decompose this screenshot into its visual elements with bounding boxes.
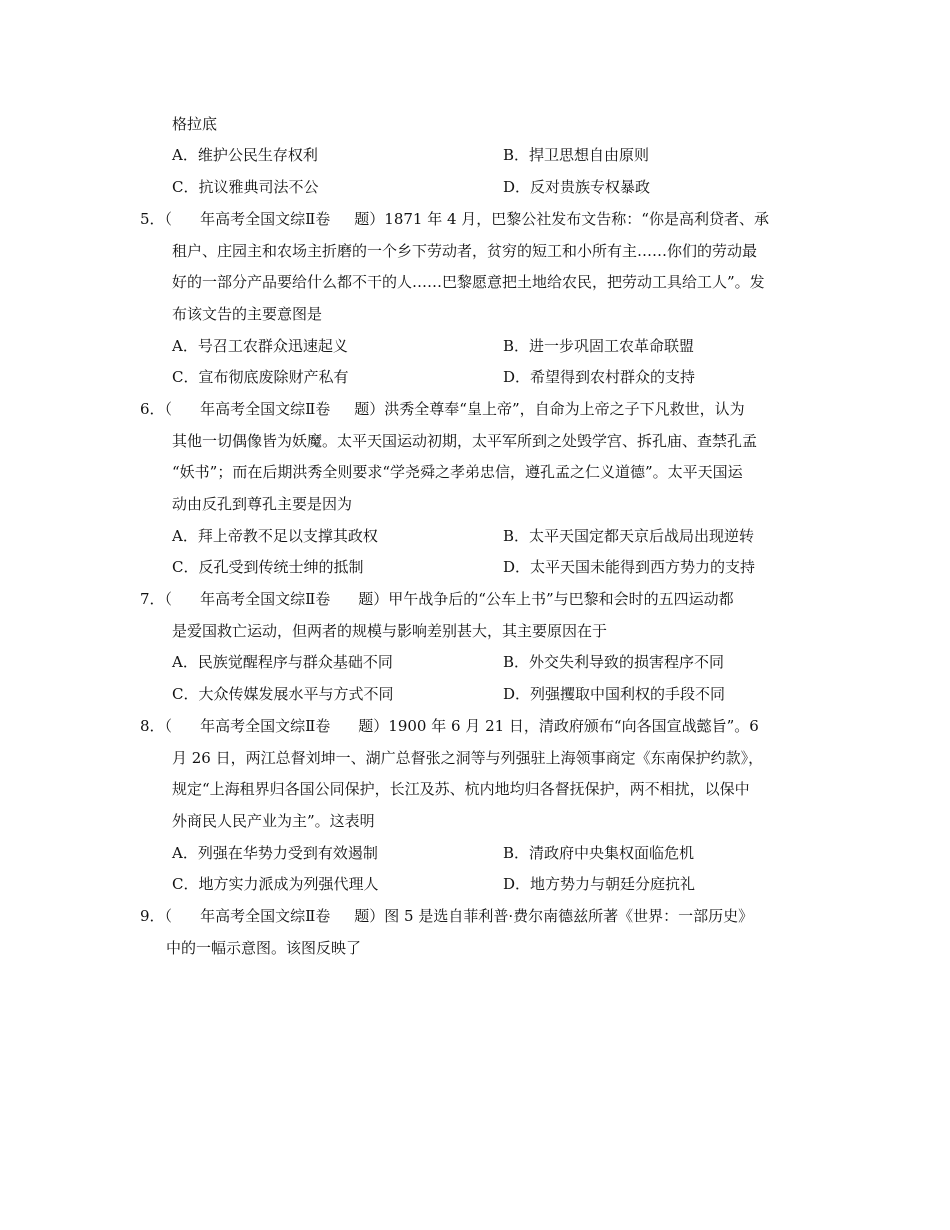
source-open: （ [164,717,173,735]
question-text-line: 规定“上海租界归各国公同保护，长江及苏、杭内地均归各督抚保护，两不相扰，以保中 [172,780,750,798]
question-text-line: 是爱国救亡运动，但两者的规模与影响差别甚大，其主要原因在于 [172,622,608,640]
question-text-line: “妖书”；而在后期洪秀全则要求“学尧舜之孝弟忠信，遵孔孟之仁义道德”。太平天国运 [172,463,743,481]
question-number: 6． [140,400,165,418]
question-9 [140,906,753,926]
source-open: （ [164,590,173,608]
question-number: 7． [140,590,165,608]
q6-option-a: A．拜上帝教不足以支撑其政权 [172,527,378,545]
q5-option-a: A．号召工农群众迅速起义 [172,337,348,355]
source-open: （ [164,400,173,418]
question-number: 5． [140,210,165,228]
source-close: 题） [358,717,389,735]
prev-option-d: D．反对贵族专权暴政 [503,178,651,196]
question-text-line: 1871 年 4 月，巴黎公社发布文告称：“你是高利贷者、承 [384,210,769,228]
question-text-line: 1900 年 6 月 21 日，清政府颁布“向各国宣战懿旨”。6 [388,717,759,735]
q7-option-d: D．列强攫取中国利权的手段不同 [503,685,726,703]
q6-option-c: C．反孔受到传统士绅的抵制 [172,558,364,576]
q5-option-c: C．宣布彻底废除财产私有 [172,368,349,386]
question-text-line: 布该文告的主要意图是 [172,305,323,323]
q8-option-d: D．地方势力与朝廷分庭抗礼 [503,875,696,893]
source-open: （ [164,907,173,925]
question-text-line: 图 5 是选自菲利普·费尔南德兹所著《世界：一部历史》 [384,907,754,925]
question-source: 年高考全国文综Ⅱ卷 [200,210,331,228]
question-text-line: 其他一切偶像皆为妖魔。太平天国运动初期，太平军所到之处毁学宫、拆孔庙、查禁孔孟 [172,432,758,450]
q7-option-c: C．大众传媒发展水平与方式不同 [172,685,394,703]
question-text-line: 动由反孔到尊孔主要是因为 [172,495,353,513]
question-source: 年高考全国文综Ⅱ卷 [200,400,331,418]
question-8 [140,716,759,736]
question-text-line: 中的一幅示意图。该图反映了 [166,939,362,957]
prev-option-a: A．维护公民生存权利 [172,146,318,164]
q8-option-b: B．清政府中央集权面临危机 [503,844,695,862]
source-close: 题） [358,590,389,608]
q7-option-b: B．外交失利导致的损害程序不同 [503,653,725,671]
question-source: 年高考全国文综Ⅱ卷 [200,907,331,925]
source-close: 题） [354,210,385,228]
question-number: 9． [140,907,165,925]
prev-question-tail: 格拉底 [172,115,218,133]
question-5 [140,209,769,229]
prev-option-b: B．捍卫思想自由原则 [503,146,650,164]
source-open: （ [164,210,173,228]
source-close: 题） [354,907,385,925]
question-source: 年高考全国文综Ⅱ卷 [200,590,331,608]
q8-option-a: A．列强在华势力受到有效遏制 [172,844,378,862]
q6-option-b: B．太平天国定都天京后战局出现逆转 [503,527,755,545]
question-text-line: 洪秀全尊奉“皇上帝”，自命为上帝之子下凡救世，认为 [384,400,745,418]
q5-option-b: B．进一步巩固工农革命联盟 [503,337,695,355]
q7-option-a: A．民族觉醒程序与群众基础不同 [172,653,393,671]
question-6 [140,399,745,419]
question-text-line: 甲午战争后的“公车上书”与巴黎和会时的五四运动都 [388,590,734,608]
question-text-line: 外商民人民产业为主”。这表明 [172,812,375,830]
question-number: 8． [140,717,165,735]
q5-option-d: D．希望得到农村群众的支持 [503,368,696,386]
q8-option-c: C．地方实力派成为列强代理人 [172,875,379,893]
source-close: 题） [354,400,385,418]
question-text-line: 租户、庄园主和农场主折磨的一个乡下劳动者，贫穷的短工和小所有主……你们的劳动最 [172,242,758,260]
question-source: 年高考全国文综Ⅱ卷 [200,717,331,735]
prev-option-c: C．抗议雅典司法不公 [172,178,319,196]
question-text-line: 月 26 日，两江总督刘坤一、湖广总督张之洞等与列强驻上海领事商定《东南保护约款》， [172,749,764,767]
question-7 [140,589,734,609]
question-text-line: 好的一部分产品要给什么都不干的人……巴黎愿意把土地给农民，把劳动工具给工人”。发 [172,273,765,291]
q6-option-d: D．太平天国未能得到西方势力的支持 [503,558,756,576]
